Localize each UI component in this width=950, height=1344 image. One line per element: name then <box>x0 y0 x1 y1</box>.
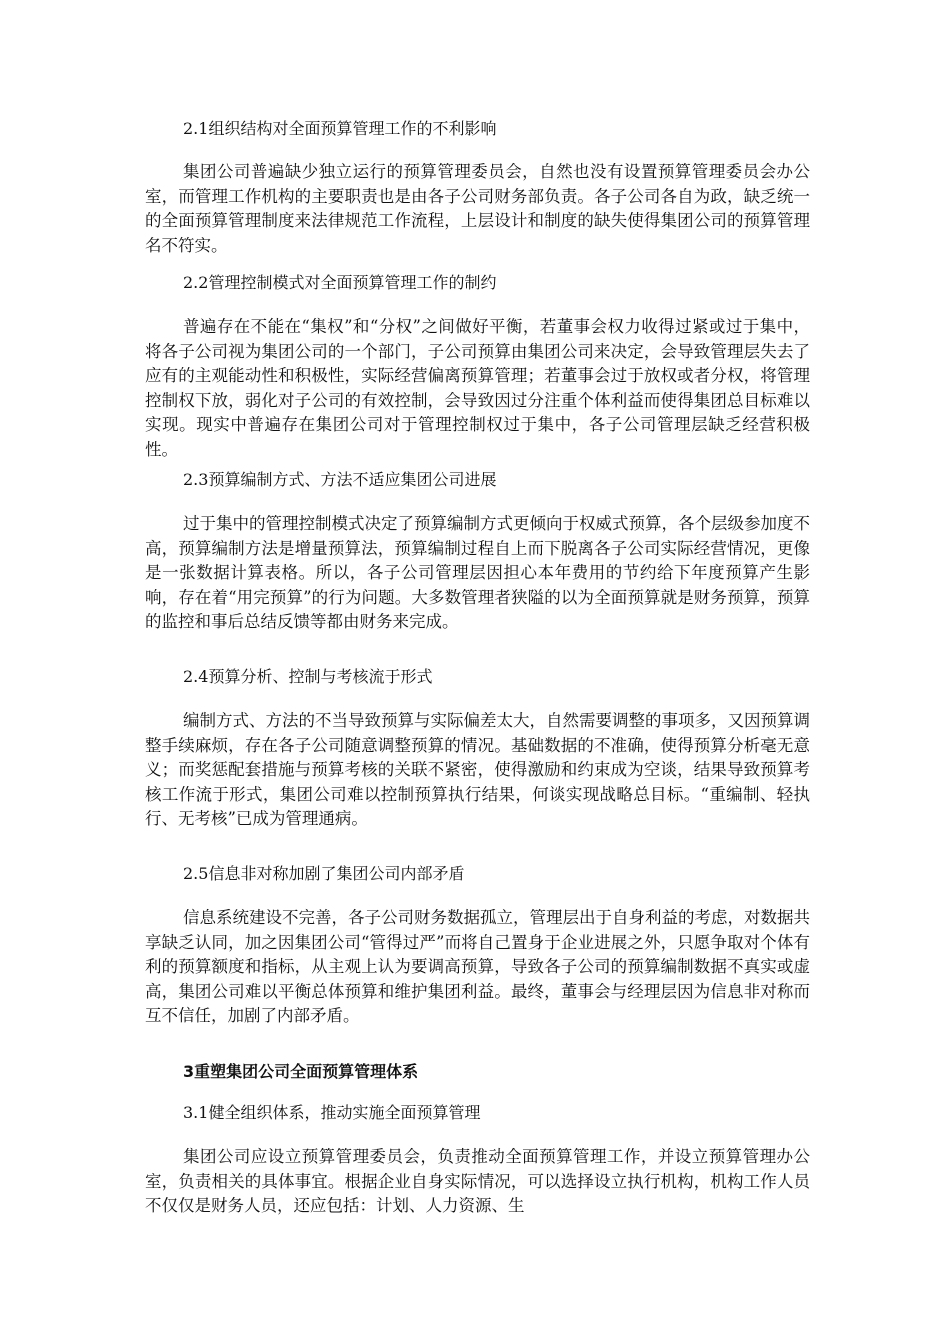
section-heading-2-1: 2.1组织结构对全面预算管理工作的不利影响 <box>183 119 497 138</box>
section-paragraph-2-2: 普遍存在不能在“集权”和“分权”之间做好平衡，若董事会权力收得过紧或过于集中，将各子公司视为集团公司的一个部门，子公司预算由集团公司来决定，会导致管理层失去了应有的主观能动性和积极性，实际经营偏离预算管理；若董事会过于放权或者分权，将管理控制权下放，弱化对子公司的有效控制，会导致因过分注重个体利益而使得集团总目标难以实现。现实中普遍存在集团公司对于管理控制权过于集中，各子公司管理层缺乏经营积极性。 <box>145 317 810 459</box>
chapter-title-3: 3重塑集团公司全面预算管理体系 <box>183 1062 419 1081</box>
section-paragraph-2-5: 信息系统建设不完善，各子公司财务数据孤立，管理层出于自身利益的考虑，对数据共享缺乏认同，加之因集团公司“管得过严”而将自己置身于企业进展之外，只愿争取对个体有利的预算额度和指标，从主观上认为要调高预算，导致各子公司的预算编制数据不真实或虚高，集团公司难以平衡总体预算和维护集团利益。最终，董事会与经理层因为信息非对称而互不信任，加剧了内部矛盾。 <box>145 908 810 1025</box>
section-paragraph-2-1: 集团公司普遍缺少独立运行的预算管理委员会，自然也没有设置预算管理委员会办公室，而管理工作机构的主要职责也是由各子公司财务部负责。各子公司各自为政，缺乏统一的全面预算管理制度来法律规范工作流程，上层设计和制度的缺失使得集团公司的预算管理名不符实。 <box>145 162 810 255</box>
section-heading-2-4: 2.4预算分析、控制与考核流于形式 <box>183 667 433 686</box>
section-heading-2-5: 2.5信息非对称加剧了集团公司内部矛盾 <box>183 864 465 883</box>
section-heading-2-2: 2.2管理控制模式对全面预算管理工作的制约 <box>183 273 497 292</box>
section-heading-2-3: 2.3预算编制方式、方法不适应集团公司进展 <box>183 470 497 489</box>
section-paragraph-2-4: 编制方式、方法的不当导致预算与实际偏差太大，自然需要调整的事项多，又因预算调整手续麻烦，存在各子公司随意调整预算的情况。基础数据的不准确，使得预算分析毫无意义；而奖惩配套措施与预算考核的关联不紧密，使得激励和约束成为空谈，结果导致预算考核工作流于形式，集团公司难以控制预算执行结果，何谈实现战略总目标。“重编制、轻执行、无考核”已成为管理通病。 <box>145 711 810 828</box>
section-heading-3-1: 3.1健全组织体系，推动实施全面预算管理 <box>183 1103 481 1122</box>
section-paragraph-2-3: 过于集中的管理控制模式决定了预算编制方式更倾向于权威式预算，各个层级参加度不高，预算编制方法是增量预算法，预算编制过程自上而下脱离各子公司实际经营情况，更像是一张数据计算表格。所以，各子公司管理层因担心本年费用的节约给下年度预算产生影响，存在着“用完预算”的行为问题。大多数管理者狭隘的以为全面预算就是财务预算，预算的监控和事后总结反馈等都由财务来完成。 <box>145 514 810 631</box>
section-paragraph-3-1: 集团公司应设立预算管理委员会，负责推动全面预算管理工作，并设立预算管理办公室，负责相关的具体事宜。根据企业自身实际情况，可以选择设立执行机构，机构工作人员不仅仅是财务人员，还应包括：计划、人力资源、生 <box>145 1147 810 1215</box>
